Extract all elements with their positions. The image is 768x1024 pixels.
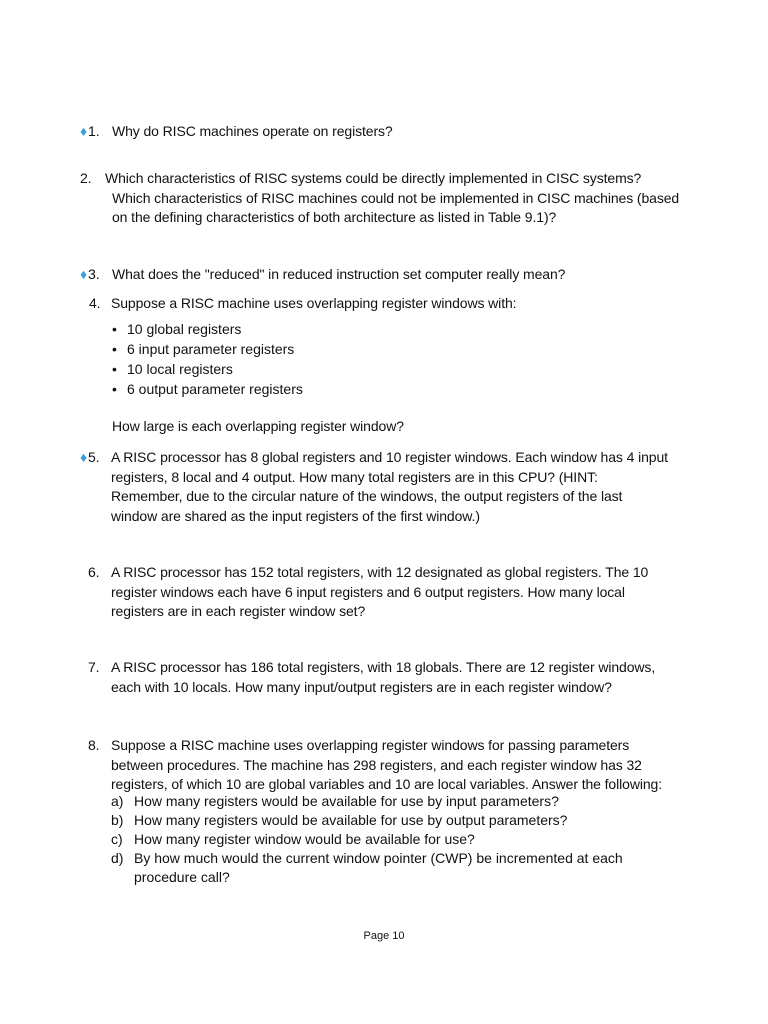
question-number: 3. (88, 266, 100, 282)
diamond-marker-icon: ♦ (80, 266, 88, 282)
subquestion-text: How many registers would be available for use by output parameters? (134, 812, 568, 828)
question-number: 4. (89, 295, 101, 311)
question-text: A RISC processor has 152 total registers, with 12 designated as global registers. The 10 register windows each have 6 input registers and 6 output registers. How many local registers are in each register window set? (111, 564, 649, 619)
diamond-marker-icon: ♦ (80, 123, 88, 139)
subquestion-text: procedure call? (134, 869, 230, 885)
question-number: 7. (88, 659, 100, 675)
question-text: Which characteristics of RISC systems could be directly implemented in CISC systems? (105, 170, 642, 186)
question-text: A RISC processor has 8 global registers and 10 register windows. Each window has 4 input registers, 8 local and 4 output. How many total registers are in this CPU? (HINT: Remember, due to the circular nature of the windows, the output registers of the last window are shared as the input registers of the first window.) (111, 449, 668, 524)
subquestion-label: d) (111, 850, 124, 866)
question-number: 2. (80, 170, 92, 186)
question-text: Why do RISC machines operate on registers? (112, 123, 393, 139)
subquestion-label: a) (111, 793, 124, 809)
question-number: 8. (88, 737, 100, 753)
subquestion-text: By how much would the current window pointer (CWP) be incremented at each (134, 850, 623, 866)
subquestion-label: b) (111, 812, 124, 828)
question-text: What does the "reduced" in reduced instruction set computer really mean? (112, 266, 566, 282)
question-text: Suppose a RISC machine uses overlapping register windows for passing parameters between procedures. The machine has 298 registers, and each register window has 32 registers, of which 10 are global variables and 10 are local variables. Answer the following: (111, 737, 663, 792)
question-text-continued: Which characteristics of RISC machines could not be implemented in CISC machines (based on the defining characteristics of both architecture as listed in Table 9.1)? (112, 189, 680, 225)
question-number: 6. (88, 564, 100, 580)
subquestion-label: c) (111, 831, 123, 847)
diamond-marker-icon: ♦ (80, 449, 88, 465)
subquestion-text: How many registers would be available for use by input parameters? (134, 793, 559, 809)
question-number: 1. (88, 123, 100, 139)
question-4-followup: How large is each overlapping register window? (112, 418, 404, 434)
subquestion-text: How many register window would be available for use? (134, 831, 475, 847)
page-number: Page 10 (363, 930, 405, 942)
document-page: ♦1. Why do RISC machines operate on registers? 2. Which characteristics of RISC systems could be directly implemented in CISC systems? Which characteristics of RISC machines could not be implemented in CISC machines (based on the defining characteristics of both architecture as listed in Table 9.1)? ♦3. What does the "reduced" in reduced instruction set computer really mean? 4. Suppose a RISC machine uses overlapping register windows with: • 10 global registers • 6 input parameter registers • 10 local registers • 6 output parameter registers How large is each overlapping register window? ♦5. A RISC processor has 8 global registers and 10 register windows. Each window has 4 input registers, 8 local and 4 output. How many total registers are in this CPU? (HINT: Remember, due to the circular nature of the windows, the output registers of the last window are shared as the input registers of the first window.) 6. A RISC processor has 152 total registers, with 12 designated as global registers. The 10 register windows each have 6 input registers and 6 output registers. How many local registers are in each register window set? 7. A RISC processor has 186 total registers, with 18 globals. There are 12 register windows, each with 10 locals. How many input/output registers are in each register window? 8. Suppose a RISC machine uses overlapping register windows for passing parameters between procedures. The machine has 298 registers, and each register window has 32 registers, of which 10 are global variables and 10 are local variables. Answer the following: a) How many registers would be available for use by input parameters? b) How many registers would be available for use by output parameters? c) How many register window would be available for use? d) By how much would the current window pointer (CWP) be incremented at each procedure call? Page 10 (0, 0, 768, 1024)
question-text: A RISC processor has 186 total registers, with 18 globals. There are 12 register windows, each with 10 locals. How many input/output registers are in each register window? (111, 659, 656, 695)
question-number: 5. (88, 449, 100, 465)
question-text: Suppose a RISC machine uses overlapping register windows with: (111, 295, 517, 311)
